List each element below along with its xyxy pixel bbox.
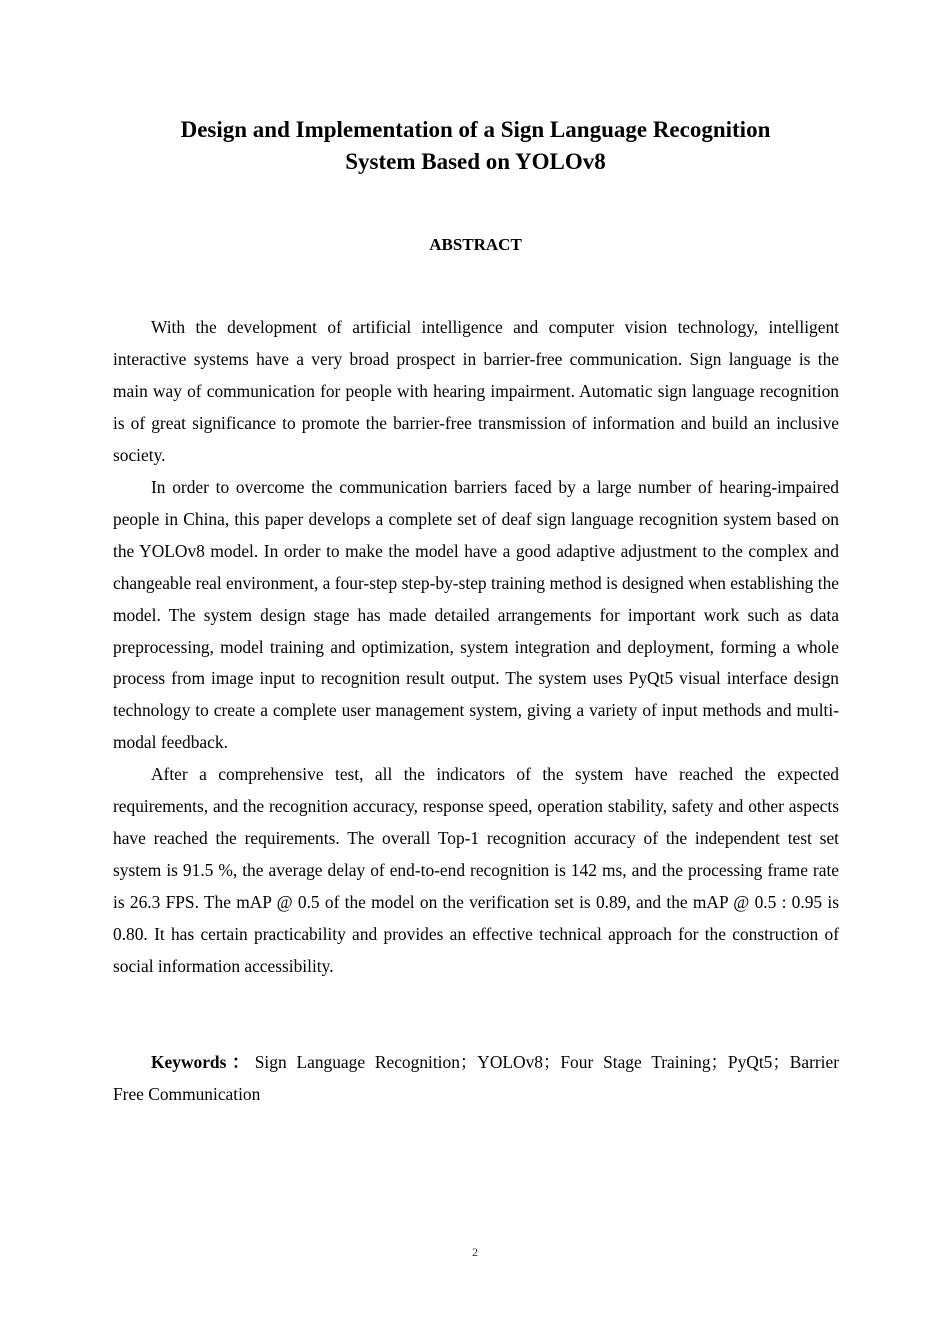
page-number: 2 (472, 1245, 478, 1259)
abstract-paragraph-1: With the development of artificial intelligence and computer vision technology, intelligent interactive systems have a very broad prospect in barrier-free communication. Sign language is the main way of communication for people with hearing impairment. Automatic sign language recognition is of great significance to promote the barrier-free transmission of information and build an inclusive society. (113, 317, 839, 465)
keywords (113, 1046, 839, 1110)
abstract-paragraph-3: After a comprehensive test, all the indicators of the system have reached the expected requirements, and the recognition accuracy, response speed, operation stability, safety and other aspects have reached the requirements. The overall Top-1 recognition accuracy of the independent test set system is 91.5 %, the average delay of end-to-end recognition is 142 ms, and the processing frame rate is 26.3 FPS. The mAP @ 0.5 of the model on the verification set is 0.89, and the mAP @ 0.5 : 0.95 is 0.80. It has certain practicability and provides an effective technical approach for the construction of social information accessibility. (113, 764, 839, 977)
title-line-2: System Based on YOLOv8 (345, 149, 606, 174)
abstract-paragraph-2: In order to overcome the communication barriers faced by a large number of hearing-impaired people in China, this paper develops a complete set of deaf sign language recognition system based on the YOLOv8 model. In order to make the model have a good adaptive adjustment to the complex and changeable real environment, a four-step step-by-step training method is designed when establishing the model. The system design stage has made detailed arrangements for important work such as data preprocessing, model training and optimization, system integration and deployment, forming a whole process from image input to recognition result output. The system uses PyQt5 visual interface design technology to create a complete user management system, giving a variety of input methods and multi-modal feedback. (113, 476, 839, 753)
paper-title (113, 114, 838, 178)
abstract-heading: ABSTRACT (429, 235, 522, 254)
title-line-1: Design and Implementation of a Sign Language Recognition (180, 117, 771, 142)
keywords-text: Sign Language Recognition；YOLOv8；Four Stage Training；PyQt5；Barrier Free Communication (113, 1052, 839, 1104)
keywords-label: Keywords： (151, 1052, 255, 1072)
abstract-body (113, 312, 839, 983)
